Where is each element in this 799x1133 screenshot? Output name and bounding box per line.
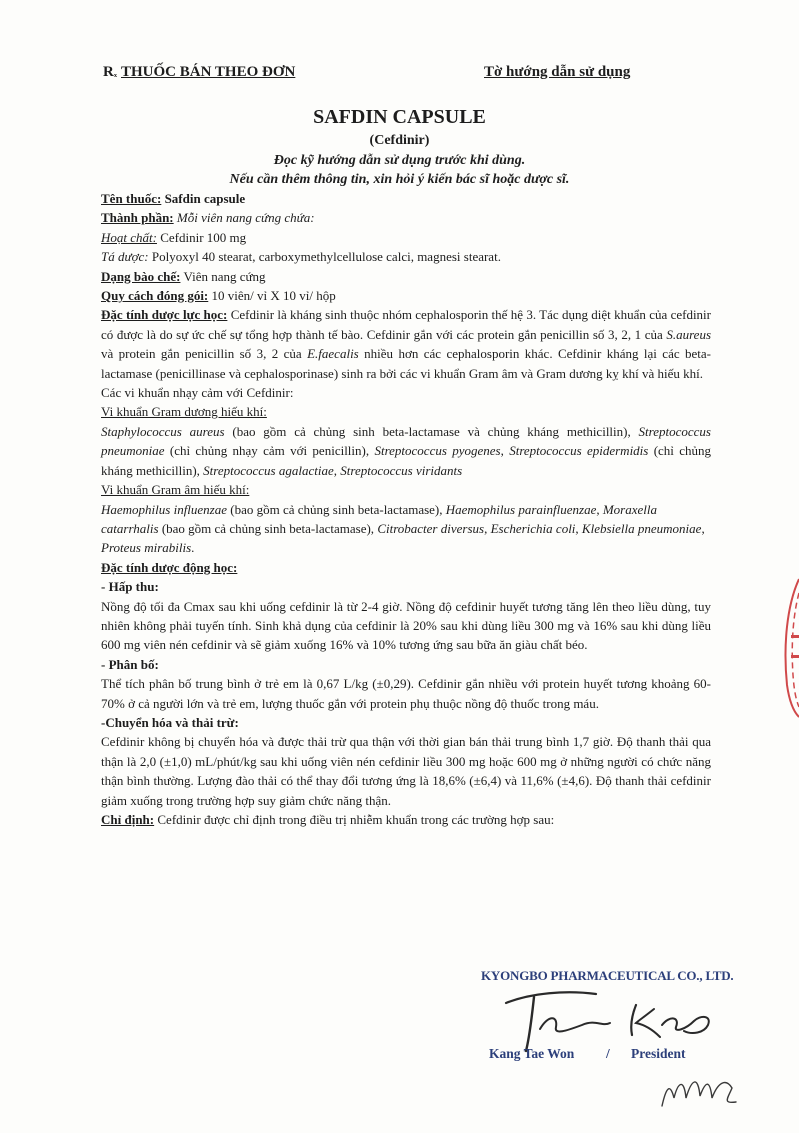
active-label: Hoạt chất: <box>101 229 157 245</box>
initials-scribble <box>656 1068 746 1112</box>
rx-label: THUỐC BÁN THEO ĐƠN <box>121 64 296 80</box>
signatory-name: Kang Tae Won <box>489 1046 575 1061</box>
pharmacodynamics-paragraph: Đặc tính dược lực học: Cefdinir là kháng sinh thuộc nhóm cephalosporin thế hệ 3. Tác dụng diệt khuẩn của cefdinir có được là do sự ức chế sự tổng hợp thành tế bào. Cefdinir gắn với các protein gắn penicillin số 3, 2, 1 của S.aureus và protein gắn penicillin số 3, 2 của E.faecalis nhiều hơn các cephalosporin khác. Cefdinir kháng lại các beta-lactamase (penicillinase và cephalosporinase) sinh ra bởi các vi khuẩn Gram âm và Gram dương kỵ khí và hiếu khí. <box>101 307 712 381</box>
dosage-form-label: Dạng bào chế: <box>101 268 181 284</box>
composition-line <box>101 208 711 227</box>
active-value: Cefdinir 100 mg <box>156 229 247 245</box>
leaflet-label: Tờ hướng dẫn sử dụng <box>484 64 631 80</box>
rx-symbol: R <box>103 64 114 80</box>
leaflet-body <box>101 189 711 829</box>
dosage-form-value: Viên nang cứng <box>180 268 266 284</box>
packaging-value: 10 viên/ vỉ X 10 vỉ/ hộp <box>208 288 336 304</box>
signatory-role: President <box>631 1046 686 1061</box>
gram-negative-label: Vi khuẩn Gram âm hiếu khí: <box>101 482 250 498</box>
gram-negative-list: Haemophilus influenzae (bao gồm cả chủng sinh beta-lactamase), Haemophilus parainfluenzae, Moraxella catarrhalis (bao gồm cả chủng sinh beta-lactamase), Citrobacter diversus, Escherichia coli, Klebsiella pneumoniae, Proteus mirabilis. <box>101 501 705 556</box>
product-subtitle: (Cefdinir) <box>369 133 430 148</box>
packaging-line <box>101 286 711 305</box>
gram-positive-label: Vi khuẩn Gram dương hiếu khí: <box>101 404 267 420</box>
active-ingredient-line <box>101 228 711 247</box>
handwritten-signature <box>486 985 726 1055</box>
distribution-text: Thể tích phân bố trung bình ở trẻ em là 0,67 L/kg (±0,29). Cefdinir gắn nhiều với protein huyết tương khoảng 60-70% ở cả người lớn và trẻ em, lượng thuốc gắn với protein phụ thuộc nồng độ thuốc trong máu. <box>101 676 711 711</box>
absorption-text: Nồng độ tối đa Cmax sau khi uống cefdinir là từ 2-4 giờ. Nồng độ cefdinir huyết tương tăng lên theo liều dùng, tuy nhiên không phải tuyến tính. Sinh khả dụng của cefdinir là 20% sau khi dùng liều 300 mg và 16% sau khi dùng liều 600 mg viên nén cefdinir và sẽ giảm xuống 16% và 10% tương ứng sau bữa ăn giàu chất béo. <box>101 598 711 653</box>
efaecalis-term: E.faecalis <box>307 346 359 362</box>
red-stamp-edge <box>773 575 799 720</box>
signature-separator: / <box>606 1046 610 1061</box>
indications-value: Cefdinir được chỉ định trong điều trị nhiễm khuẩn trong các trường hợp sau: <box>154 812 555 827</box>
saureus-term: S.aureus <box>666 326 711 342</box>
indications-line <box>101 810 711 829</box>
rx-header: Rₓ THUỐC BÁN THEO ĐƠN <box>103 64 296 80</box>
sensitive-bacteria-line: Các vi khuẩn nhạy cảm với Cefdinir: <box>101 385 294 401</box>
drug-name-label: Tên thuốc: <box>101 191 162 206</box>
drug-name-line <box>101 189 711 208</box>
product-title: SAFDIN CAPSULE <box>313 106 486 128</box>
absorption-label: - Hấp thu: <box>101 579 159 595</box>
composition-label: Thành phần: <box>101 210 174 226</box>
metabolism-label: -Chuyển hóa và thải trừ: <box>101 714 239 730</box>
reading-note-1: Đọc kỹ hướng dẫn sử dụng trước khi dùng. <box>273 153 526 168</box>
drug-name-value: Safdin capsule <box>161 191 246 206</box>
metabolism-text: Cefdinir không bị chuyển hóa và được thải trừ qua thận với thời gian bán thải trung bình 1,7 giờ. Độ thanh thải qua thận là 2,0 (±1,0) mL/phút/kg sau khi uống viên nén cefdinir liều 300 mg hoặc 600 mg ở những người có chức năng thận bình thường. Lượng đào thải có thể thay đổi tương ứng là 18,6% (±6,4) và 11,6% (±4,6). Độ thanh thải cefdinir giảm xuống trong trường hợp suy giảm chức năng thận. <box>101 734 711 808</box>
excipient-line <box>101 247 711 266</box>
indications-label: Chỉ định: <box>101 812 155 827</box>
excipient-value: Polyoxyl 40 stearat, carboxymethylcellulose calci, magnesi stearat. <box>148 249 501 265</box>
excipient-label: Tá dược: <box>101 249 149 265</box>
composition-intro: Mỗi viên nang cứng chứa: <box>173 210 315 226</box>
gram-positive-list: Staphylococcus aureus (bao gồm cả chủng sinh beta-lactamase và chủng kháng methicillin), Streptococcus pneumoniae (chỉ chủng nhạy cảm với penicillin), Streptococcus pyogenes, Streptococcus epidermidis (chỉ chủng kháng methicillin), Streptococcus agalactiae, Streptococcus viridants <box>101 423 712 478</box>
distribution-label: - Phân bố: <box>101 656 159 672</box>
company-stamp: KYONGBO PHARMACEUTICAL CO., LTD. <box>481 968 734 983</box>
dosage-form-line <box>101 267 711 286</box>
pharmacokinetics-label: Đặc tính dược động học: <box>101 559 238 575</box>
packaging-label: Quy cách đóng gói: <box>101 288 209 304</box>
reading-note-2: Nếu cần thêm thông tin, xin hỏi ý kiến bác sĩ hoặc dược sĩ. <box>229 172 570 187</box>
pharmacodynamics-label: Đặc tính dược lực học: <box>101 307 228 323</box>
